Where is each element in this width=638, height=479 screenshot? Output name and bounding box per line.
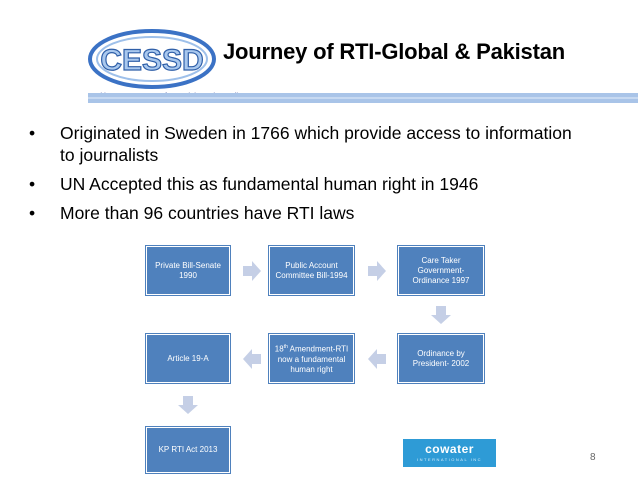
flow-box-kp-rti-act — [146, 427, 230, 473]
amendment-number: 18 — [274, 344, 284, 354]
flow-box-care-taker — [398, 246, 484, 295]
flow-box-label: KP RTI Act 2013 — [158, 445, 218, 454]
logo-text: CESSD — [100, 44, 204, 77]
bullet-dot: • — [29, 123, 36, 143]
cessd-logo-graphic — [88, 28, 216, 90]
amendment-suffix: th — [283, 344, 288, 351]
cessd-logo — [88, 28, 216, 90]
flow-box-label: Ordinance by President- 2002 — [412, 348, 470, 368]
bullet-item — [26, 122, 586, 166]
bullet-item — [26, 173, 586, 195]
arrow-left-icon — [368, 349, 386, 369]
cowater-logo-sub: INTERNATIONAL INC — [416, 457, 483, 462]
flow-box-label: Article 19-A — [167, 353, 209, 363]
bullet-item — [26, 202, 586, 224]
flow-box-label: Care Taker Government-Ordinance 1997 — [412, 255, 470, 285]
flow-box-public-account — [269, 246, 354, 295]
cowater-logo-name: cowater — [425, 442, 474, 456]
bullet-text: More than 96 countries have RTI laws — [60, 203, 355, 223]
bullet-text: Originated in Sweden in 1766 which provide access to information to journalists — [60, 123, 572, 165]
arrow-right-icon — [243, 261, 261, 281]
bullet-dot: • — [29, 174, 36, 194]
title-rule — [88, 93, 638, 103]
arrow-left-icon — [243, 349, 261, 369]
flow-box-ordinance-president — [398, 334, 484, 383]
flow-box-article-19a — [146, 334, 230, 383]
slide-title: Journey of RTI-Global & Pakistan — [223, 39, 565, 64]
flow-box-label — [272, 342, 351, 375]
amendment-text: Amendment-RTI now a fundamental human right — [277, 344, 349, 374]
arrow-right-icon — [368, 261, 386, 281]
flow-box-18th-amendment — [269, 334, 354, 383]
bullet-dot: • — [29, 203, 36, 223]
flow-box-label: Public Account Committee Bill-1994 — [275, 260, 348, 280]
bullet-list — [26, 122, 586, 231]
flow-box-private-bill — [146, 246, 230, 295]
arrow-down-icon — [431, 306, 451, 324]
cowater-logo — [403, 439, 496, 467]
arrow-down-icon — [178, 396, 198, 414]
bullet-text: UN Accepted this as fundamental human right in 1946 — [60, 174, 479, 194]
flow-box-label: Private Bill-Senate 1990 — [155, 260, 221, 280]
page-number: 8 — [590, 452, 596, 463]
